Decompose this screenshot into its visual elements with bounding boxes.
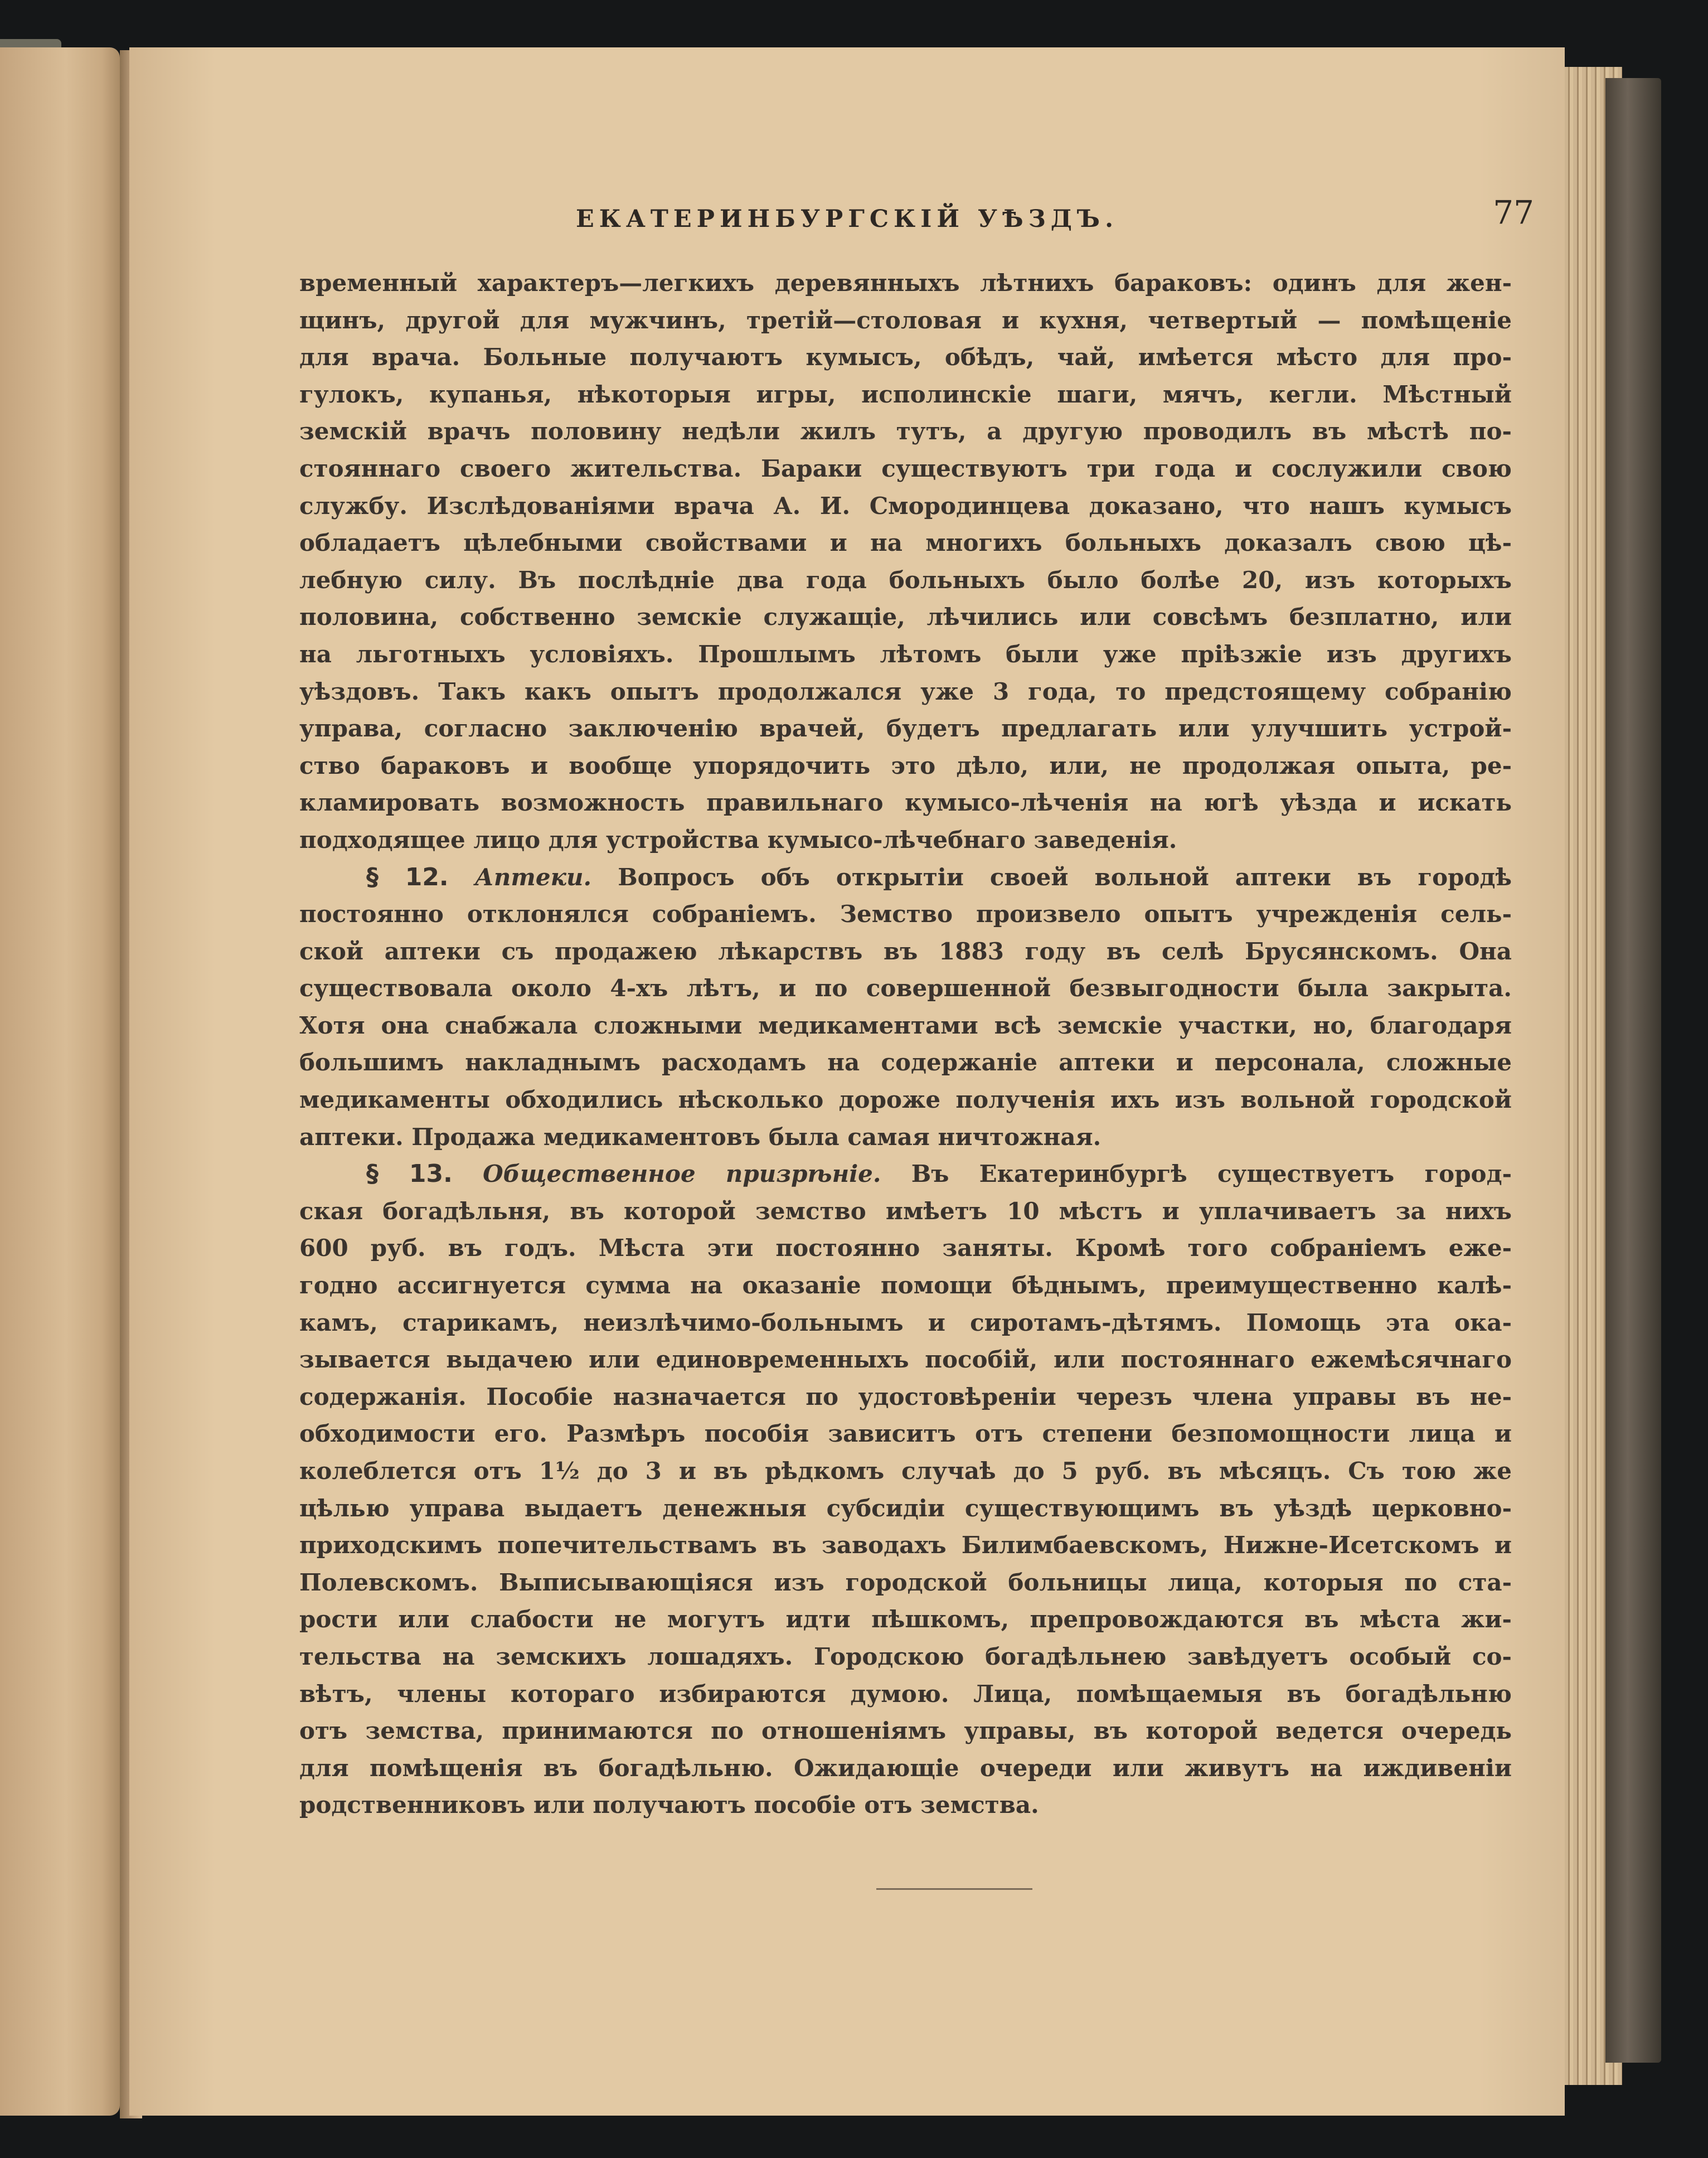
section-13-title: Общественное призрѣніе. xyxy=(483,1160,881,1188)
text-line: приходскимъ попечительствамъ въ заводахъ Билимбаевскомъ, Нижне-Исетскомъ и xyxy=(299,1531,1512,1559)
text-line: существовала около 4-хъ лѣтъ, и по совершенной безвыгодности была закрыта. xyxy=(299,974,1512,1002)
text-line: Полевскомъ. Выписывающіяся изъ городской больницы лица, которыя по ста- xyxy=(299,1568,1512,1596)
text-line: стояннаго своего жительства. Бараки существуютъ три года и сослужили свою xyxy=(299,454,1512,482)
text-line: ство бараковъ и вообще упорядочить это дѣло, или, не продолжая опыта, ре- xyxy=(299,751,1512,779)
text-line: лебную силу. Въ послѣдніе два года больныхъ было болѣе 20, изъ которыхъ xyxy=(299,566,1512,594)
text-line: земскій врачъ половину недѣли жилъ тутъ, а другую проводилъ въ мѣстѣ по- xyxy=(299,418,1512,445)
text-line: тельства на земскихъ лошадяхъ. Городскою богадѣльнею завѣдуетъ особый со- xyxy=(299,1642,1512,1670)
text-line: родственниковъ или получаютъ пособіе отъ земства. xyxy=(299,1791,1039,1819)
text-line: зывается выдачею или единовременныхъ пособій, или постояннаго ежемѣсячнаго xyxy=(299,1346,1512,1374)
text-line: Хотя она снабжала сложными медикаментами всѣ земскіе участки, но, благодаря xyxy=(299,1011,1512,1039)
text-line: постоянно отклонялся собраніемъ. Земство произвело опытъ учрежденія сель- xyxy=(299,900,1512,928)
text-line: годно ассигнуется сумма на оказаніе помощи бѣднымъ, преимущественно калѣ- xyxy=(299,1272,1512,1299)
text-line: содержанія. Пособіе назначается по удостовѣреніи черезъ члена управы въ не- xyxy=(299,1383,1512,1410)
section-13-first-line-text: Въ Екатеринбургѣ существуетъ город- xyxy=(911,1160,1512,1188)
section-12-number: § 12. xyxy=(366,862,449,891)
text-line: для помѣщенія въ богадѣльню. Ожидающіе очереди или живутъ на иждивеніи xyxy=(299,1754,1512,1782)
paragraph-kumys xyxy=(299,265,1512,859)
text-line: медикаменты обходились нѣсколько дороже полученія ихъ изъ вольной городской xyxy=(299,1086,1512,1114)
text-line: 600 руб. въ годъ. Мѣста эти постоянно заняты. Кромѣ того собраніемъ еже- xyxy=(299,1234,1512,1262)
text-line: аптеки. Продажа медикаментовъ была самая ничтожная. xyxy=(299,1123,1102,1151)
text-line: на льготныхъ условіяхъ. Прошлымъ лѣтомъ были уже пріѣзжіе изъ другихъ xyxy=(299,640,1512,668)
section-13-first-line xyxy=(299,1156,1512,1193)
text-line: отъ земства, принимаются по отношеніямъ управы, въ которой ведется очередь xyxy=(299,1717,1512,1745)
text-line: рости или слабости не могутъ идти пѣшкомъ, препровождаются въ мѣста жи- xyxy=(299,1606,1512,1633)
text-line: щинъ, другой для мужчинъ, третій—столовая и кухня, четвертый — помѣщеніе xyxy=(299,306,1512,334)
text-line: обладаетъ цѣлебными свойствами и на многихъ больныхъ доказалъ свою цѣ- xyxy=(299,529,1512,557)
text-line: колеблется отъ 1½ до 3 и въ рѣдкомъ случаѣ до 5 руб. въ мѣсяцъ. Съ тою же xyxy=(299,1457,1512,1485)
section-12-pharmacies xyxy=(299,859,1512,1156)
book-page xyxy=(129,47,1565,2116)
text-line: камъ, старикамъ, неизлѣчимо-больнымъ и сиротамъ-дѣтямъ. Помощь эта ока- xyxy=(299,1308,1512,1336)
text-line: обходимости его. Размѣръ пособія зависитъ отъ степени безпомощности лица и xyxy=(299,1420,1512,1448)
section-13-public-charity xyxy=(299,1156,1512,1824)
page-number: 77 xyxy=(1493,193,1534,231)
text-line: кламировать возможность правильнаго кумысо-лѣченія на югѣ уѣзда и искать xyxy=(299,789,1512,817)
section-13-number: § 13. xyxy=(366,1160,453,1189)
text-line: ская богадѣльня, въ которой земство имѣетъ 10 мѣстъ и уплачиваетъ за нихъ xyxy=(299,1197,1512,1225)
right-cover-edge xyxy=(1605,78,1661,2063)
section-12-lines xyxy=(299,896,1512,1156)
text-line: подходящее лицо для устройства кумысо-лѣчебнаго заведенія. xyxy=(299,826,1177,853)
text-line: цѣлью управа выдаетъ денежныя субсидіи существующимъ въ уѣздѣ церковно- xyxy=(299,1494,1512,1522)
section-13-lines xyxy=(299,1193,1512,1824)
end-rule xyxy=(876,1888,1032,1890)
section-12-title: Аптеки. xyxy=(474,863,592,891)
text-block xyxy=(299,265,1512,1824)
section-12-first-line-text: Вопросъ объ открытіи своей вольной аптеки въ городѣ xyxy=(618,863,1512,891)
text-line: половина, собственно земскіе служащіе, лѣчились или совсѣмъ безплатно, или xyxy=(299,603,1512,631)
text-line: большимъ накладнымъ расходамъ на содержаніе аптеки и персонала, сложные xyxy=(299,1049,1512,1076)
text-line: гулокъ, купанья, нѣкоторыя игры, исполинскіе шаги, мячъ, кегли. Мѣстный xyxy=(299,380,1512,408)
text-line: службу. Изслѣдованіями врача А. И. Смородинцева доказано, что нашъ кумысъ xyxy=(299,492,1512,520)
text-line: для врача. Больные получаютъ кумысъ, обѣдъ, чай, имѣется мѣсто для про- xyxy=(299,343,1512,371)
text-line: вѣтъ, члены котораго избираются думою. Лица, помѣщаемыя въ богадѣльню xyxy=(299,1680,1512,1708)
section-12-first-line xyxy=(299,859,1512,896)
text-line: уѣздовъ. Такъ какъ опытъ продолжался уже 3 года, то предстоящему собранію xyxy=(299,677,1512,705)
text-line: управа, согласно заключенію врачей, будетъ предлагать или улучшить устрой- xyxy=(299,715,1512,743)
text-line: временный характеръ—легкихъ деревянныхъ лѣтнихъ бараковъ: одинъ для жен- xyxy=(299,269,1512,297)
text-line: ской аптеки съ продажею лѣкарствъ въ 1883 году въ селѣ Брусянскомъ. Она xyxy=(299,937,1512,965)
running-head: ЕКАТЕРИНБУРГСКІЙ УѢЗДЪ. xyxy=(575,205,1119,233)
left-page-edge xyxy=(0,47,120,2116)
